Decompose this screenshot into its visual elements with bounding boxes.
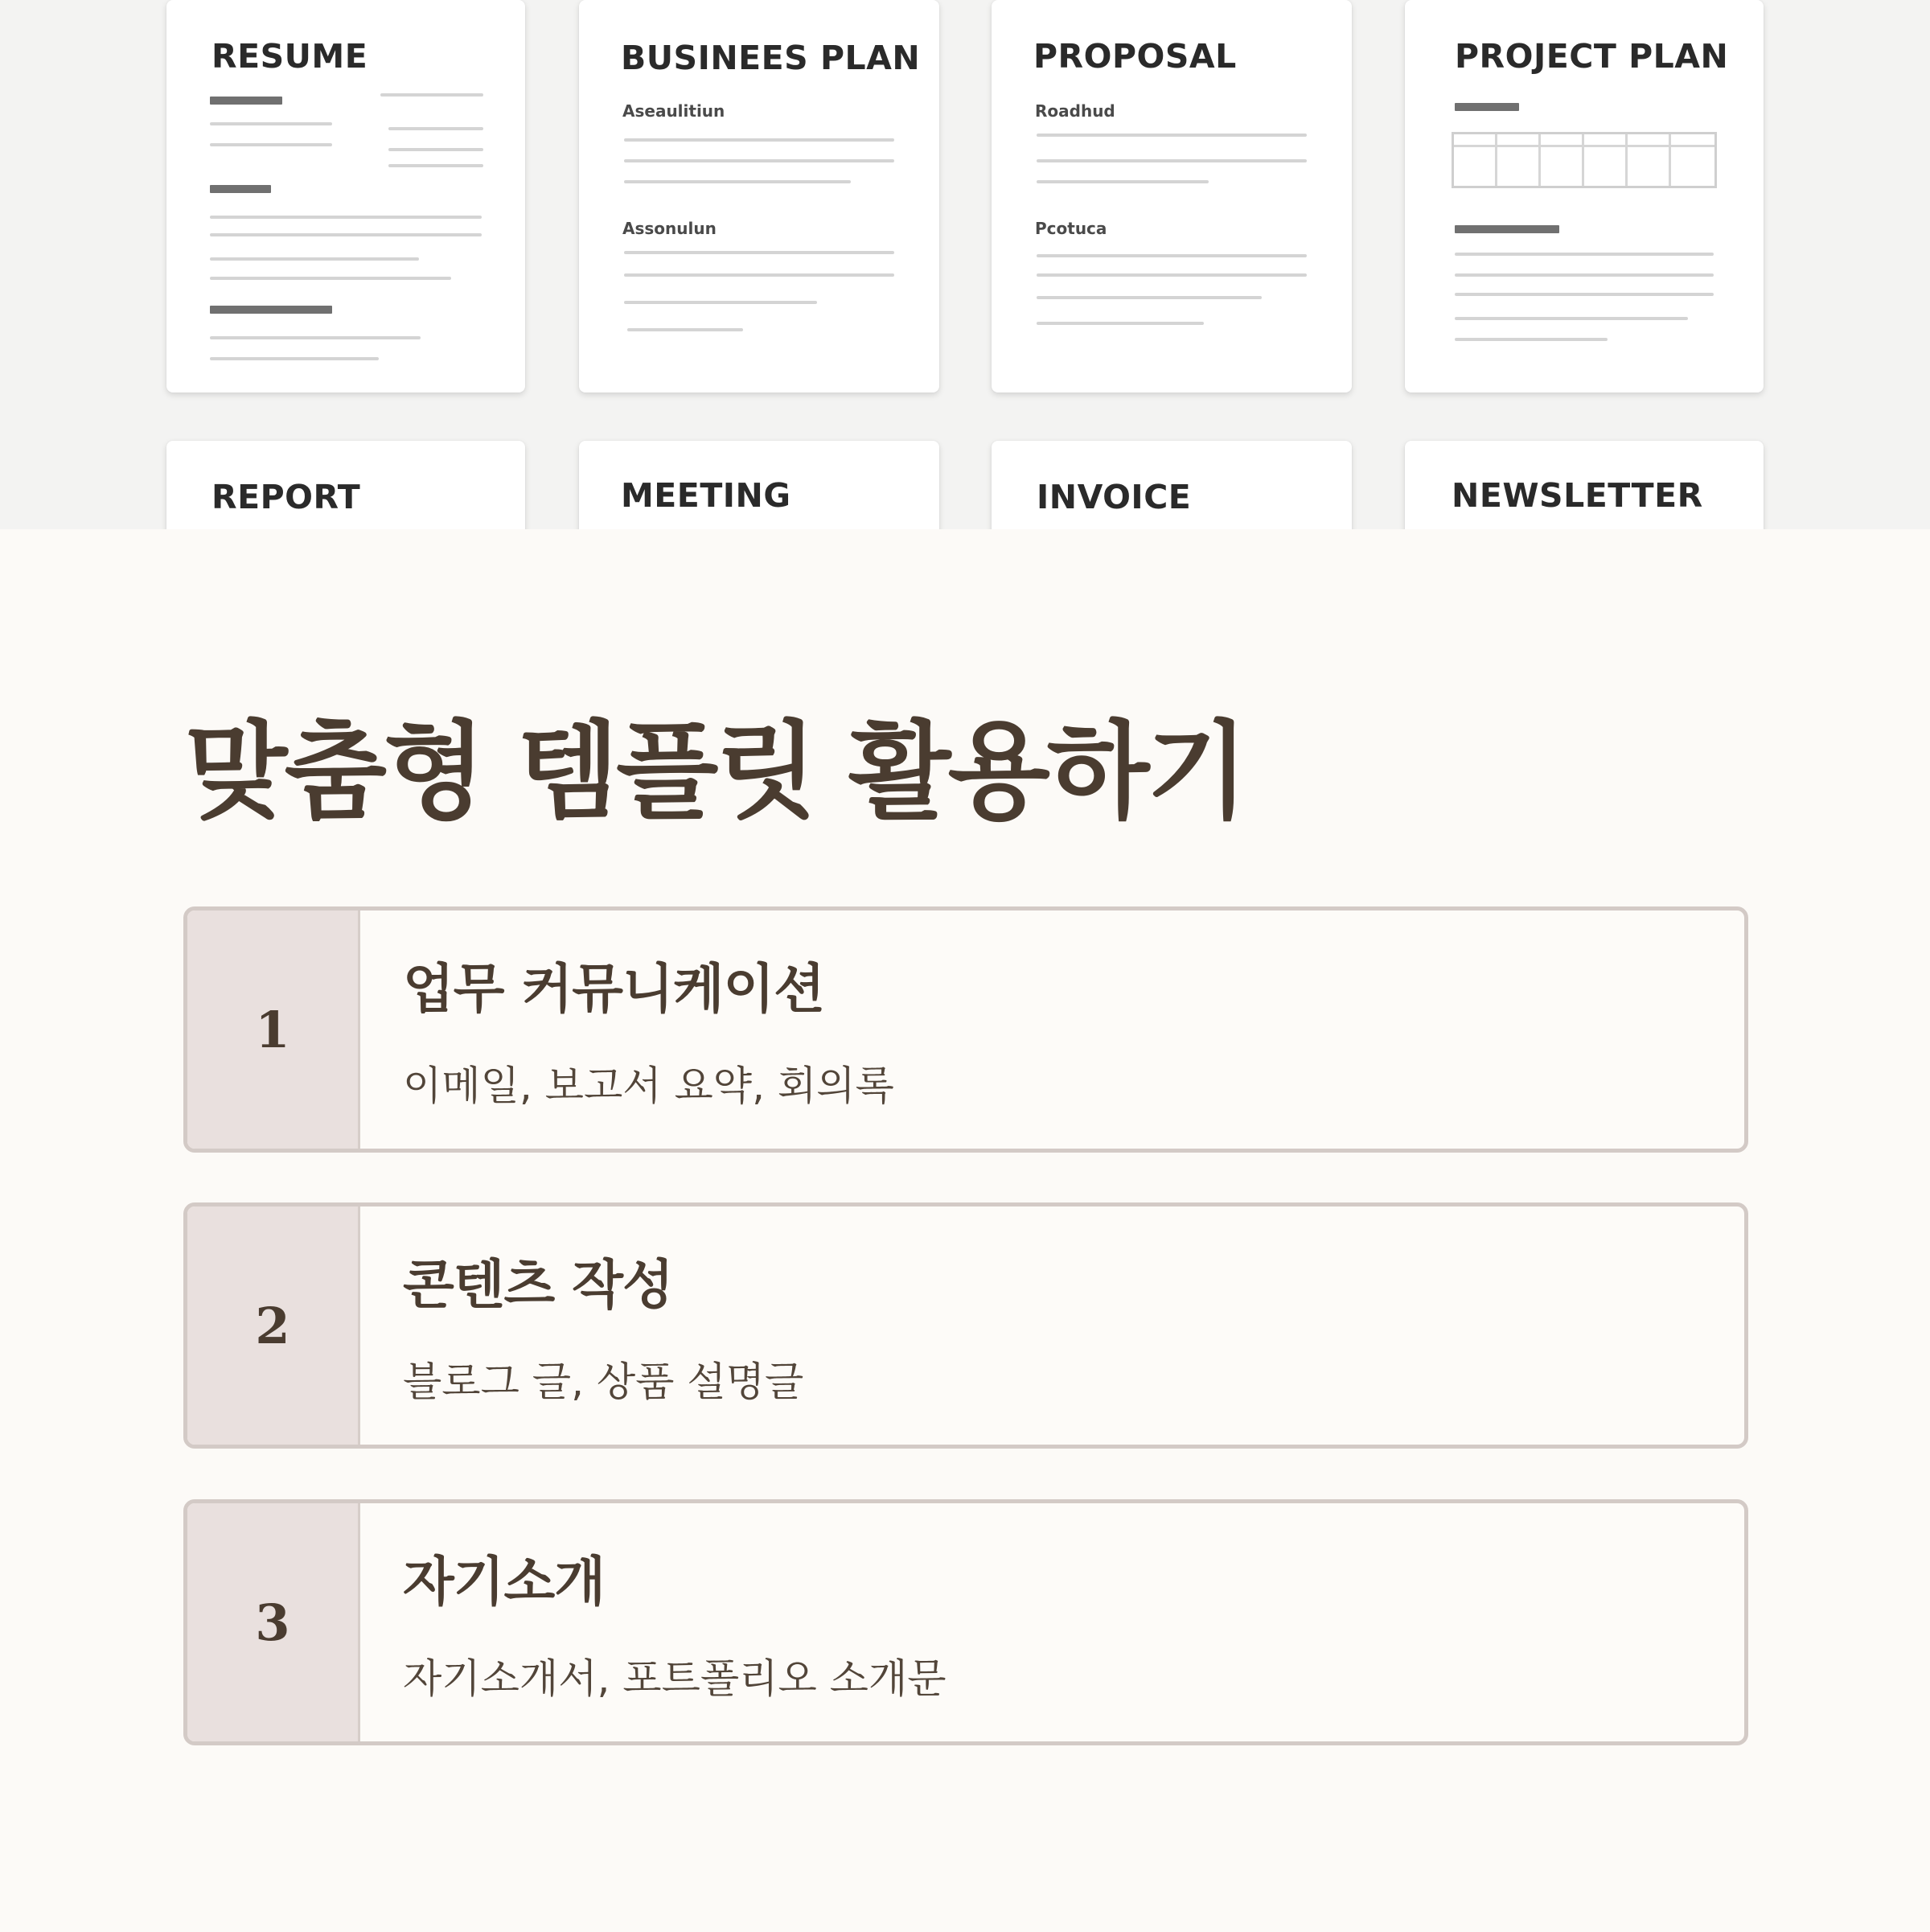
card-subheading: Pcotuca [1035, 219, 1107, 238]
card-title: MEETING [621, 476, 791, 515]
placeholder-line [388, 127, 483, 130]
placeholder-bar [1455, 225, 1559, 233]
placeholder-line [624, 159, 894, 162]
placeholder-bar [210, 185, 271, 193]
template-card-proposal[interactable] [992, 0, 1352, 393]
step-number: 3 [187, 1503, 360, 1741]
placeholder-table [1452, 132, 1717, 188]
placeholder-line [210, 277, 451, 280]
template-card-newsletter[interactable] [1405, 441, 1764, 529]
step-title: 자기소개 [403, 1551, 606, 1613]
card-title: INVOICE [1037, 478, 1192, 516]
placeholder-line [1037, 322, 1204, 325]
placeholder-line [1455, 273, 1714, 277]
template-card-resume[interactable] [166, 0, 525, 393]
placeholder-line [624, 138, 894, 142]
section-title: 맞춤형 템플릿 활용하기 [185, 710, 1246, 834]
placeholder-line [627, 328, 743, 331]
template-card-business-plan[interactable] [579, 0, 939, 393]
placeholder-line [1037, 159, 1307, 162]
placeholder-line [210, 357, 379, 360]
placeholder-line [210, 216, 482, 219]
placeholder-line [388, 148, 483, 151]
template-card-project-plan[interactable] [1405, 0, 1764, 393]
placeholder-line [388, 164, 483, 167]
placeholder-line [210, 336, 421, 339]
placeholder-line [624, 180, 851, 183]
card-title: PROJECT PLAN [1455, 37, 1729, 76]
template-card-report[interactable] [166, 441, 525, 529]
placeholder-line [1455, 317, 1688, 320]
step-number: 1 [187, 911, 360, 1149]
template-gallery [0, 0, 1930, 529]
template-card-invoice[interactable] [992, 441, 1352, 529]
placeholder-line [1037, 273, 1307, 277]
template-card-meeting[interactable] [579, 441, 939, 529]
placeholder-line [1037, 254, 1307, 257]
card-title: PROPOSAL [1033, 37, 1237, 76]
placeholder-line [624, 273, 894, 277]
placeholder-bar [210, 306, 332, 314]
placeholder-line [1037, 180, 1209, 183]
card-subheading: Assonulun [622, 219, 717, 238]
step-number: 2 [187, 1206, 360, 1445]
usage-step-1 [183, 906, 1748, 1153]
placeholder-bar [1455, 103, 1519, 111]
step-title: 업무 커뮤니케이션 [403, 958, 825, 1020]
placeholder-line [1455, 253, 1714, 256]
step-description: 블로그 글, 상품 설명글 [403, 1359, 804, 1405]
usage-step-3 [183, 1499, 1748, 1745]
placeholder-line [624, 301, 817, 304]
placeholder-line [1037, 296, 1262, 299]
placeholder-line [210, 122, 332, 125]
placeholder-line [1455, 293, 1714, 296]
card-title: REPORT [211, 478, 361, 516]
placeholder-line [1037, 134, 1307, 137]
placeholder-line [210, 143, 332, 146]
placeholder-line [624, 251, 894, 254]
placeholder-line [380, 93, 483, 97]
step-description: 자기소개서, 포트폴리오 소개문 [403, 1655, 947, 1702]
usage-step-2 [183, 1202, 1748, 1449]
placeholder-line [1455, 338, 1608, 341]
step-title: 콘텐츠 작성 [403, 1254, 673, 1316]
placeholder-line [210, 257, 419, 261]
card-title: NEWSLETTER [1452, 476, 1703, 515]
card-title: RESUME [211, 37, 368, 76]
placeholder-bar [210, 97, 282, 105]
card-subheading: Roadhud [1035, 101, 1115, 121]
card-subheading: Aseaulitiun [622, 101, 725, 121]
step-description: 이메일, 보고서 요약, 회의록 [403, 1063, 894, 1109]
card-title: BUSINEES PLAN [621, 39, 921, 77]
placeholder-line [210, 233, 482, 236]
